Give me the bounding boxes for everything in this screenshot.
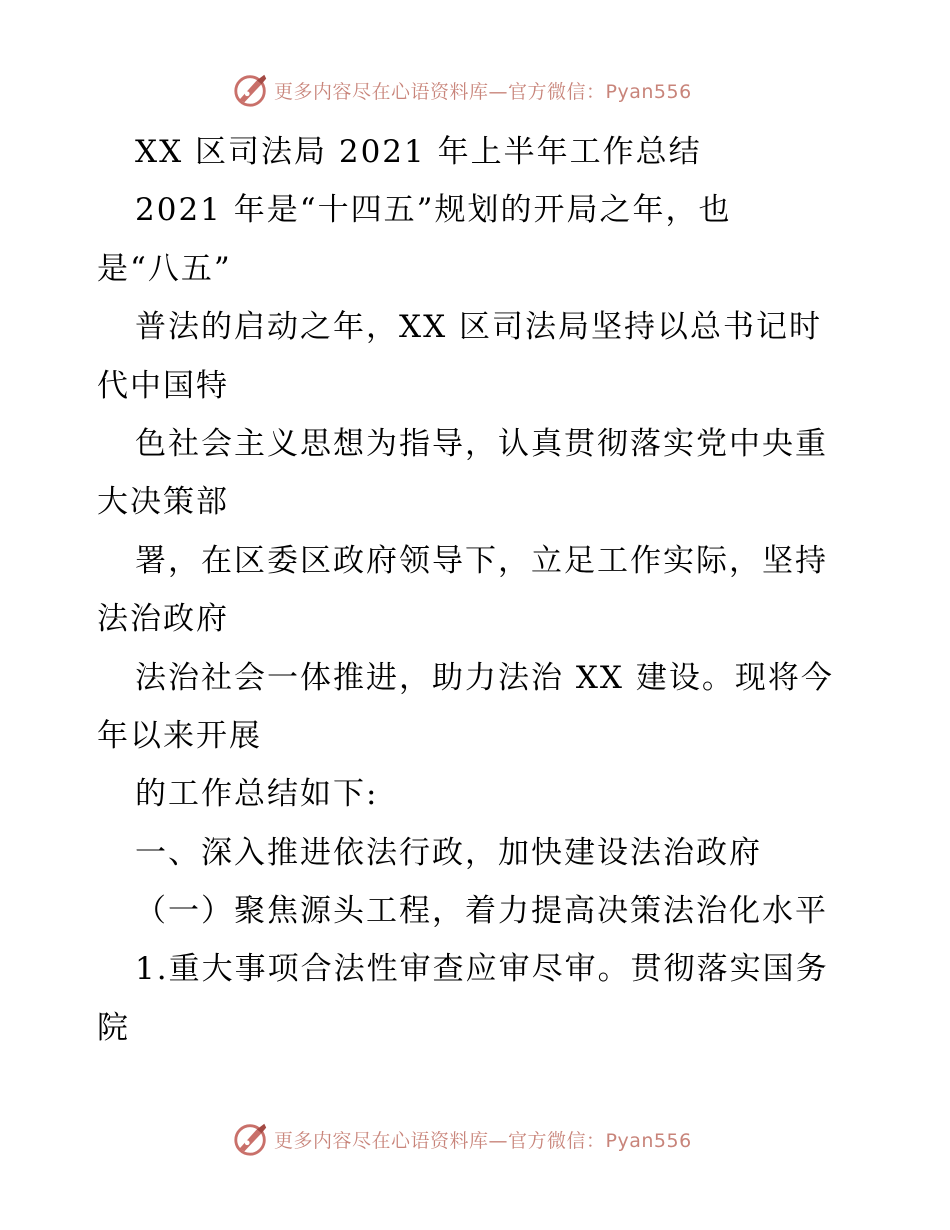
header-watermark-banner <box>232 70 692 110</box>
document-line: 院 <box>97 1009 130 1046</box>
document-line: 年以来开展 <box>97 717 262 754</box>
pen-nib-circle-icon <box>232 71 270 109</box>
document-line: 署，在区委区政府领导下，立足工作实际，坚持 <box>135 542 828 579</box>
pen-nib-circle-icon <box>232 1120 270 1158</box>
document-line: 法治政府 <box>97 601 229 638</box>
document-body <box>97 123 867 1057</box>
footer-watermark-banner <box>232 1119 692 1159</box>
document-line: 代中国特 <box>97 367 229 404</box>
document-line: 色社会主义思想为指导，认真贯彻落实党中央重 <box>135 425 828 462</box>
document-line: 法治社会一体推进，助力法治 XX 建设。现将今 <box>135 659 834 696</box>
document-line: 的工作总结如下: <box>135 776 379 813</box>
document-line: 普法的启动之年，XX 区司法局坚持以总书记时 <box>135 309 822 346</box>
document-line: 2021 年是“十四五”规划的开局之年，也 <box>135 192 732 229</box>
document-line: 1.重大事项合法性审查应审尽审。贯彻落实国务 <box>135 951 829 988</box>
document-line: 是“八五” <box>97 250 232 287</box>
footer-banner-text: 更多内容尽在心语资料库—官方微信：Pyan556 <box>274 1129 692 1152</box>
document-line: 大决策部 <box>97 484 229 521</box>
document-line: （一）聚焦源头工程，着力提高决策法治化水平 <box>135 893 828 930</box>
document-line: 一、深入推进依法行政，加快建设法治政府 <box>135 834 762 871</box>
header-banner-text: 更多内容尽在心语资料库—官方微信：Pyan556 <box>274 80 692 103</box>
document-line: XX 区司法局 2021 年上半年工作总结 <box>135 134 702 170</box>
